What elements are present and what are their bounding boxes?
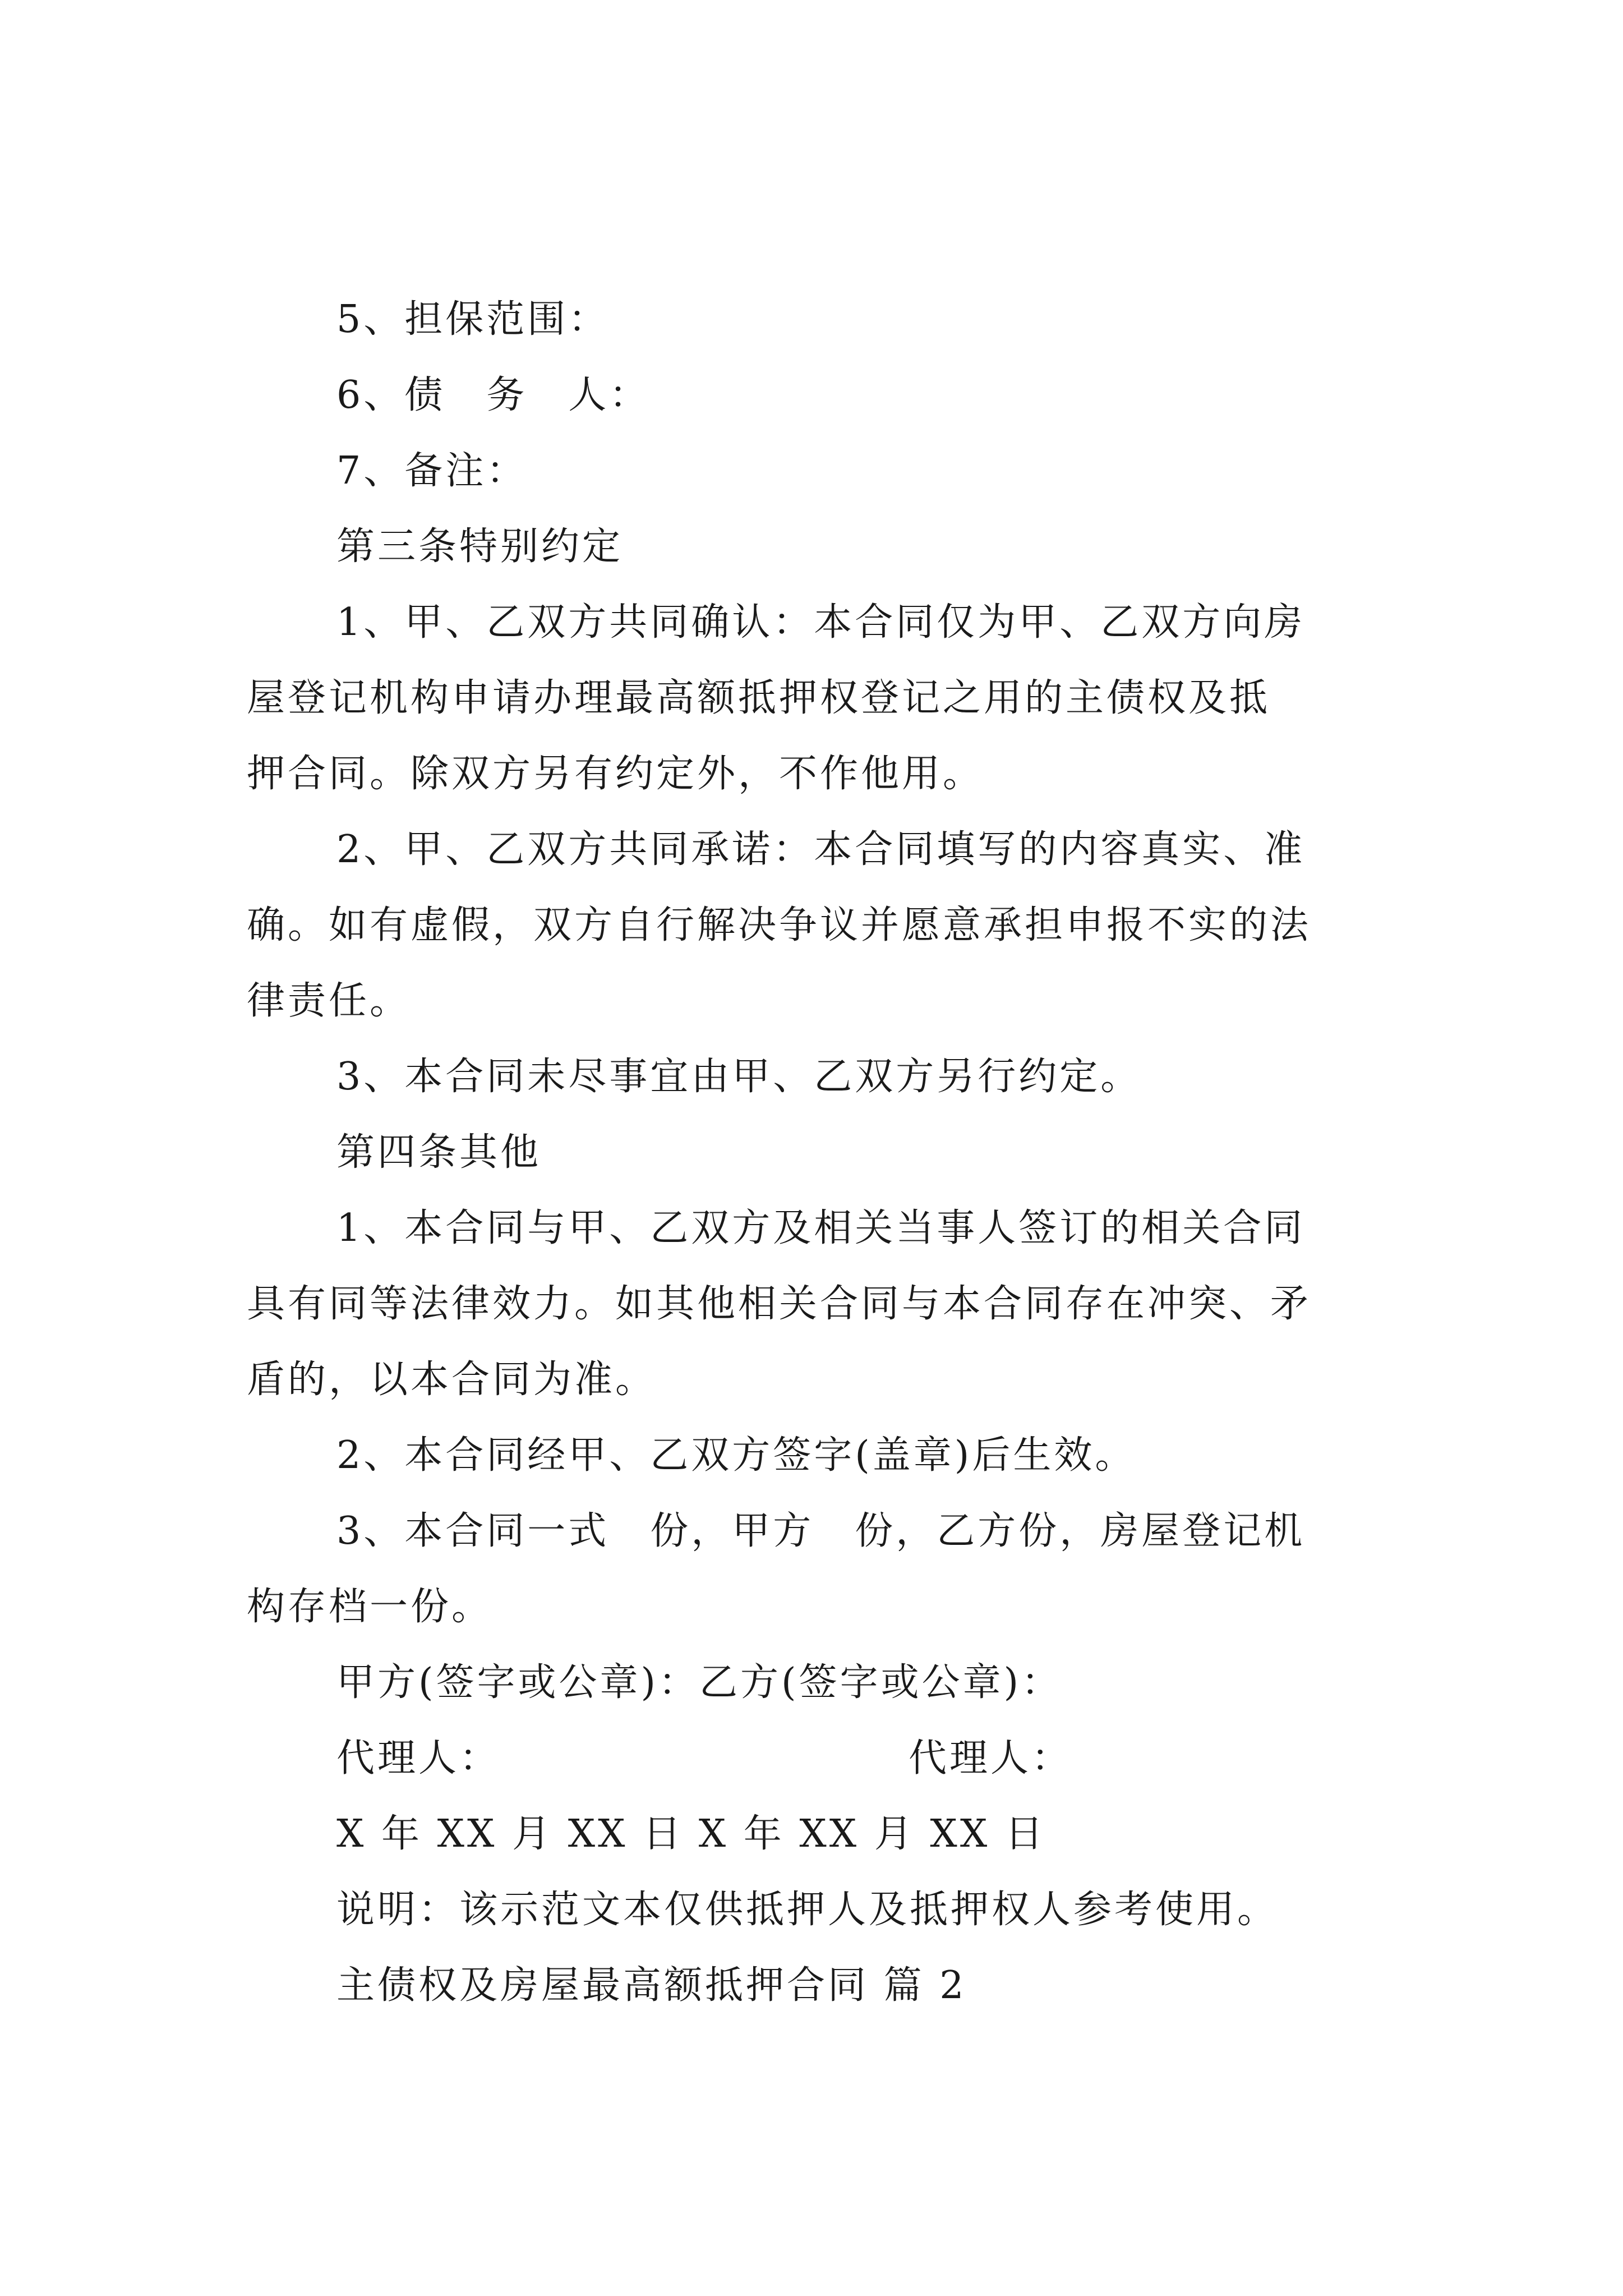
article-three-item-2-cont: 律责任。 bbox=[247, 979, 411, 1023]
article-four-item-1-cont: 盾的，以本合同为准。 bbox=[247, 1358, 657, 1402]
date-line: X 年 XX 月 XX 日 X 年 XX 月 XX 日 bbox=[336, 1812, 1046, 1856]
article-three-item-3: 3、本合同未尽事宜由甲、乙双方另行约定。 bbox=[336, 1055, 1142, 1099]
article-four-item-1-cont: 具有同等法律效力。如其他相关合同与本合同存在冲突、矛 bbox=[247, 1282, 1312, 1326]
article-three-item-1: 1、甲、乙双方共同确认：本合同仅为甲、乙双方向房 bbox=[336, 600, 1306, 645]
article-four-item-1: 1、本合同与甲、乙双方及相关当事人签订的相关合同 bbox=[336, 1206, 1306, 1250]
article-three-item-1-cont: 屋登记机构申请办理最高额抵押权登记之用的主债权及抵 bbox=[247, 676, 1271, 720]
article-three-item-2-cont: 确。如有虚假，双方自行解决争议并愿意承担申报不实的法 bbox=[247, 903, 1312, 947]
usage-note: 说明：该示范文本仅供抵押人及抵押权人参考使用。 bbox=[336, 1888, 1279, 1932]
article-four-item-3: 3、本合同一式 份，甲方 份，乙方份，房屋登记机 bbox=[336, 1509, 1306, 1553]
article-three-item-1-cont: 押合同。除双方另有约定外，不作他用。 bbox=[247, 752, 984, 796]
article-four-item-2: 2、本合同经甲、乙双方签字(盖章)后生效。 bbox=[336, 1433, 1136, 1478]
agent-right: 代理人： bbox=[909, 1736, 1073, 1780]
signature-parties-line: 甲方(签字或公章)：乙方(签字或公章)： bbox=[336, 1660, 1063, 1705]
article-four-item-3-cont: 构存档一份。 bbox=[247, 1585, 493, 1629]
article-four-heading: 第四条其他 bbox=[336, 1130, 542, 1175]
clause-debtor: 6、债 务 人： bbox=[336, 373, 651, 417]
agent-left: 代理人： bbox=[336, 1736, 501, 1780]
article-three-item-2: 2、甲、乙双方共同承诺：本合同填写的内容真实、准 bbox=[336, 827, 1306, 872]
article-three-heading: 第三条特别约定 bbox=[336, 524, 624, 569]
next-section-title: 主债权及房屋最高额抵押合同 篇 2 bbox=[336, 1963, 967, 2008]
clause-remarks: 7、备注： bbox=[336, 449, 528, 493]
clause-guarantee-scope: 5、担保范围： bbox=[336, 297, 610, 342]
